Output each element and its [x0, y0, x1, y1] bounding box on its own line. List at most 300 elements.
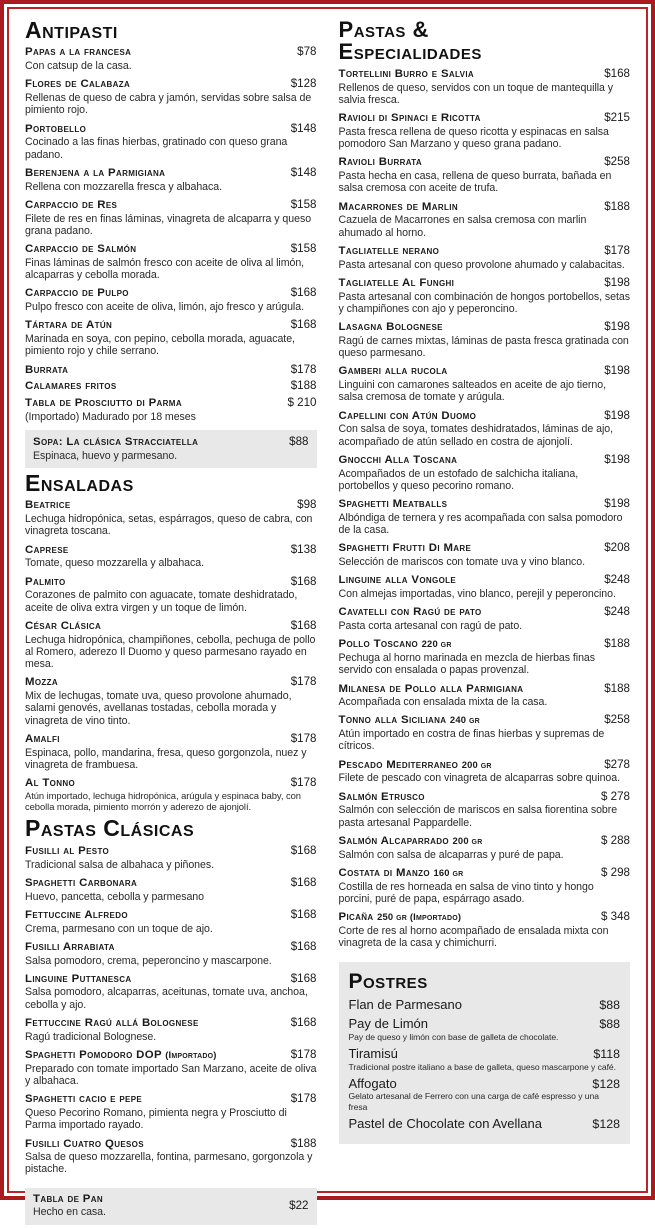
item-description: Con almejas importadas, vino blanco, perejil y peperoncino. [338, 588, 616, 600]
menu-item [339, 453, 631, 492]
item-header-line [339, 605, 631, 620]
menu-item [25, 844, 317, 871]
item-description: Rellenos de queso, servidos con un toque de mantequilla y salvia fresca. [338, 81, 614, 106]
item-description: Ragú tradicional Bolognese. [25, 1030, 157, 1043]
menu-item [339, 790, 631, 829]
item-name: Salmón Etrusco [338, 790, 425, 803]
item-price: $128 [592, 1076, 620, 1091]
item-price: $248 [604, 605, 630, 619]
item-price: $168 [290, 907, 317, 921]
item-price: $178 [290, 362, 317, 376]
item-price: $168 [290, 618, 317, 632]
item-header-line [339, 244, 631, 259]
item-price: $198 [604, 497, 630, 511]
menu-item [25, 198, 317, 237]
item-header-line [349, 1076, 621, 1092]
item-name: Carpaccio de Res [25, 198, 118, 211]
item-header-line [25, 732, 317, 747]
item-price: $198 [604, 452, 630, 466]
item-price: $188 [604, 681, 630, 695]
item-price: $178 [290, 776, 317, 790]
menu-item [25, 1092, 317, 1131]
section-heading: Pastas Clásicas [25, 815, 195, 842]
menu-item [339, 573, 631, 600]
item-name: Beatrice [25, 499, 71, 512]
item-description: Gelato artesanal de Ferrero con una carga de café espresso y una fresa [348, 1091, 599, 1112]
menu-inner [7, 7, 648, 1219]
item-price: $188 [290, 379, 317, 393]
item-description: Salmón con salsa de alcaparras y puré de papa. [338, 848, 564, 861]
item-header-line [25, 396, 317, 411]
item-description: Acompañada con ensalada mixta de la casa. [338, 696, 548, 709]
item-header-line [25, 972, 317, 987]
item-description: Pechuga al horno marinada en mezcla de hierbas finas servido con ensalada o papas provenzal. [338, 651, 596, 677]
item-name: Fettuccine Ragú allá Bolognese [25, 1017, 199, 1030]
item-description: Salmón con selección de mariscos en salsa fiorentina sobre pasta artesanal Pappardelle. [338, 804, 618, 829]
item-header-line [339, 364, 631, 379]
highlight-item [25, 430, 317, 468]
item-description: Preparado con tomate importado San Marzano, aceite de oliva y albahaca. [25, 1062, 317, 1087]
item-header-line [25, 498, 317, 513]
item-header-line [25, 122, 317, 137]
menu-item [25, 776, 317, 812]
item-description: Pulpo fresco con aceite de oliva, limón, ajo fresco y arúgula. [25, 301, 304, 314]
dessert-item [349, 1116, 621, 1132]
item-price: $ 278 [600, 789, 630, 803]
menu-item [339, 713, 631, 752]
item-price: $168 [290, 574, 317, 588]
left-column [17, 15, 323, 1219]
item-header-line [349, 1016, 621, 1032]
menu-item [25, 379, 317, 394]
item-header-line [339, 758, 631, 773]
menu-item [25, 619, 317, 671]
item-price: $118 [593, 1047, 620, 1062]
item-description: Pasta artesanal con combinación de hongos portobellos, setas y champiñones con ajo y peperoncino. [338, 290, 630, 315]
item-description: Ragú de carnes mixtas, láminas de pasta fresca gratinada con queso parmesano. [338, 334, 629, 360]
dessert-item [349, 1076, 621, 1112]
item-description: Cocinado a las finas hierbas, gratinado con queso grana padano. [25, 136, 288, 161]
item-price: $128 [592, 1116, 620, 1131]
menu-item [339, 866, 631, 905]
item-name: Gamberi alla rucola [338, 365, 448, 378]
item-price: $178 [290, 1092, 317, 1106]
item-name-suffix: 200 gr [452, 834, 483, 846]
item-header-line [25, 379, 317, 394]
item-price: $ 298 [600, 865, 630, 879]
item-name: Tártara de Atún [25, 319, 113, 332]
item-price: $168 [290, 318, 317, 332]
item-header-line [339, 276, 631, 291]
right-sections-container [339, 15, 631, 954]
item-price: $22 [289, 1199, 309, 1213]
menu-item [339, 682, 631, 709]
item-header-line [25, 77, 317, 92]
item-name: Gnocchi Alla Toscana [338, 453, 458, 466]
item-name: Costata di Manzo 160 gr [338, 866, 464, 879]
item-description: Linguini con camarones salteados en aceite de ajo tierno, salsa cremosa de tomate y arúgula. [338, 379, 606, 404]
menu-item [25, 242, 317, 281]
item-name: Mozza [25, 676, 59, 689]
item-name: Ravioli di Spinaci e Ricotta [338, 112, 481, 125]
menu-item [25, 543, 317, 570]
item-description: Huevo, pancetta, cebolla y parmesano [25, 890, 204, 903]
item-description: Pasta hecha en casa, rellena de queso burrata, bañada en salsa cremosa con aceite de trufa. [338, 170, 612, 195]
menu-item [339, 244, 631, 271]
item-description: Salsa pomodoro, alcaparras, aceitunas, tomate uva, anchoa, cebolla y ajo. [25, 986, 308, 1011]
item-name: Spaghetti cacio e pepe [25, 1093, 143, 1106]
menu-item [25, 732, 317, 771]
item-description: Acompañados de un estofado de salchicha italiana, portobellos y queso pecorino romano. [338, 467, 579, 492]
menu-item [339, 910, 631, 949]
menu-item [25, 1016, 317, 1043]
item-price: $168 [290, 843, 317, 857]
item-price: $168 [290, 286, 317, 300]
item-price: $ 288 [600, 833, 630, 847]
item-name: Spaghetti Meatballs [338, 498, 448, 511]
item-name: César Clásica [25, 619, 102, 632]
item-name-suffix: (Importado) [165, 1049, 217, 1061]
item-description: (Importado) Madurado por 18 meses [25, 410, 196, 423]
dessert-item [349, 1016, 621, 1042]
item-description: Lechuga hidropónica, champiñones, cebolla, pechuga de pollo al Romero, aderezo Il Duomo y queso parmesano rayado en mesa. [25, 633, 316, 671]
item-price: $258 [604, 713, 630, 727]
item-name: Pollo Toscano 220 gr [338, 638, 452, 651]
item-price: $198 [604, 408, 630, 422]
menu-item [339, 758, 631, 785]
item-price: $188 [604, 637, 630, 651]
item-name-block [33, 1193, 106, 1219]
item-name: Amalfi [25, 732, 60, 745]
item-name: Spaghetti Pomodoro DOP (Importado) [25, 1049, 217, 1062]
item-name: Pastel de Chocolate con Avellana [348, 1115, 542, 1131]
item-description: Queso Pecorino Romano, pimienta negra y Prosciutto di Parma importado rayado. [25, 1106, 287, 1132]
item-price: $88 [599, 1017, 620, 1032]
item-name-suffix: 200 gr [461, 758, 492, 770]
item-header-line [25, 675, 317, 690]
item-description: Rellenas de queso de cabra y jamón, servidas sobre salsa de pimiento rojo. [25, 92, 312, 117]
item-price: $278 [604, 757, 630, 771]
item-price: $148 [290, 121, 317, 135]
item-name: Picaña 250 gr (Importado) [338, 911, 462, 924]
menu-item [25, 77, 317, 116]
item-price: $168 [290, 939, 317, 953]
item-header-line [339, 155, 631, 170]
menu-item [25, 286, 317, 313]
menu-item [339, 276, 631, 315]
item-description: Espinaca, huevo y parmesano. [33, 449, 178, 462]
item-header-line [25, 619, 317, 634]
item-header-line [25, 543, 317, 558]
item-description: Rellena con mozzarella fresca y albahaca. [25, 180, 222, 193]
item-name: Carpaccio de Salmón [25, 243, 137, 256]
item-description: Pasta artesanal con queso provolone ahumado y calabacitas. [338, 258, 625, 271]
item-header-line [25, 198, 317, 213]
item-price: $215 [604, 111, 630, 125]
item-header-line [339, 573, 631, 588]
item-price: $ 348 [600, 910, 630, 924]
item-header-line [25, 575, 317, 590]
item-name: Linguine Puttanesca [25, 972, 132, 985]
item-header-line [339, 866, 631, 881]
item-description: Espinaca, pollo, mandarina, fresa, queso gorgonzola, nuez y vinagreta de frambuesa. [25, 746, 307, 771]
item-name: Tonno alla Siciliana 240 gr [338, 714, 480, 727]
item-header-line [339, 834, 631, 849]
item-name: Fusilli Arrabiata [25, 940, 115, 953]
menu-item [25, 908, 317, 935]
item-description: Crema, parmesano con un toque de ajo. [25, 922, 213, 935]
item-header-line [25, 1048, 317, 1063]
menu-item [25, 1137, 317, 1176]
item-name-suffix: 160 gr [433, 866, 464, 878]
item-header-line [25, 242, 317, 257]
item-name: Pay de Limón [348, 1016, 428, 1032]
item-name: Burrata [25, 363, 69, 376]
item-description: Salsa pomodoro, crema, peperoncino y mascarpone. [25, 954, 272, 967]
section-heading [339, 19, 631, 64]
menu-item [25, 396, 317, 423]
item-description: Filete de res en finas láminas, vinagreta de alcaparra y queso grana padano. [25, 212, 312, 237]
dessert-item [349, 997, 621, 1013]
item-name: Calamares fritos [25, 380, 117, 393]
item-name: Tabla de Pan [33, 1192, 103, 1205]
item-name: Al Tonno [25, 777, 76, 790]
item-name: Linguine alla Vongole [338, 574, 457, 587]
menu-item [25, 575, 317, 614]
menu-item [339, 541, 631, 568]
item-name: Tortellini Burro e Salvia [338, 67, 475, 80]
item-header-line [339, 111, 631, 126]
item-header-line [339, 200, 631, 215]
item-header-line [339, 320, 631, 335]
item-description: Albóndiga de ternera y res acompañada con salsa pomodoro de la casa. [338, 511, 623, 537]
item-description: Lechuga hidropónica, setas, espárragos, queso de cabra, con vinagreta toscana. [25, 513, 313, 538]
item-header-line [339, 637, 631, 652]
item-header-line [339, 409, 631, 424]
item-header-line [25, 876, 317, 891]
section-heading: Postres [348, 970, 428, 994]
item-name: Flores de Calabaza [25, 78, 131, 91]
item-name: Pescado Mediterraneo 200 gr [338, 758, 492, 771]
item-name: Spaghetti Frutti Di Mare [338, 542, 472, 555]
item-price: $98 [297, 498, 317, 512]
section-heading: Antipasti [25, 17, 118, 43]
item-price: $158 [290, 242, 317, 256]
item-header-line [349, 1046, 621, 1062]
left-sections-container [25, 15, 317, 1181]
item-header-line [339, 67, 631, 82]
highlight-item [25, 1188, 317, 1225]
item-name: Ravioli Burrata [338, 156, 423, 169]
item-header-line [25, 166, 317, 181]
item-description: Finas láminas de salmón fresco con aceite de oliva al limón, alcaparras y cebolla morada. [25, 256, 305, 282]
item-description: Corazones de palmito con aguacate, tomate deshidratado, aceite de oliva extra virgen y un toque de limón. [25, 589, 298, 614]
item-price: $88 [599, 997, 620, 1012]
item-price: $178 [290, 1048, 317, 1062]
desserts-section [339, 954, 631, 1144]
item-price: $128 [290, 77, 317, 91]
menu-item [33, 435, 309, 462]
item-name: Papas a la francesa [25, 46, 132, 59]
item-header-line [25, 940, 317, 955]
item-name: Tagliatelle Al Funghi [338, 276, 455, 289]
menu-item [25, 45, 317, 72]
menu-item [25, 1048, 317, 1087]
menu-item [25, 940, 317, 967]
item-header-line [339, 790, 631, 805]
item-name: Fettuccine Alfredo [25, 908, 128, 921]
item-price: $158 [290, 197, 317, 211]
menu-item [339, 834, 631, 861]
item-price: $178 [290, 675, 317, 689]
menu-item [339, 111, 631, 150]
item-price: $178 [604, 243, 630, 257]
item-price: $88 [289, 434, 309, 448]
item-header-line [339, 910, 631, 925]
item-name: Carpaccio de Pulpo [25, 287, 129, 300]
menu-item [339, 637, 631, 676]
item-name: Capellini con Atún Duomo [338, 409, 477, 422]
item-description: Atún importado, lechuga hidropónica, arúgula y espinaca baby, con cebolla morada, pimiento morrón y aderezo de ajonjolí. [25, 789, 301, 812]
item-name: Caprese [25, 543, 69, 556]
item-description: Mix de lechugas, tomate uva, queso provolone ahumado, salami genovés, avellanas tostadas, cebolla morada y vinagreta de vino tinto. [25, 690, 292, 727]
item-description: Pasta fresca rellena de queso ricotta y espinacas en salsa pomodoro San Marzano y queso grana padano. [338, 125, 609, 151]
menu-item [25, 166, 317, 193]
item-description: Con catsup de la casa. [25, 60, 132, 73]
item-name-suffix: 240 gr [449, 714, 480, 726]
item-price: $138 [290, 542, 317, 556]
item-price: $208 [604, 541, 630, 555]
item-description: Tradicional postre italiano a base de galleta, queso mascarpone y café. [348, 1061, 616, 1072]
menu-item [339, 605, 631, 632]
menu-item [339, 364, 631, 403]
item-name-suffix: 250 gr (Importado) [377, 911, 462, 923]
item-header-line [25, 1016, 317, 1031]
item-description: Hecho en casa. [33, 1206, 106, 1219]
item-description: Corte de res al horno acompañado de ensalada mixta con vinagreta de la casa y chimichurri. [338, 924, 609, 950]
item-description: Selección de mariscos con tomate uva y vino blanco. [338, 556, 586, 569]
item-description: Tradicional salsa de albahaca y piñones. [25, 858, 215, 871]
item-header-line [25, 776, 317, 791]
item-price: $148 [290, 165, 317, 179]
item-description: Filete de pescado con vinagreta de alcaparras sobre quinoa. [338, 772, 620, 785]
item-description: Atún importado en costra de finas hierbas y supremas de cítricos. [338, 728, 605, 753]
item-price: $ 210 [287, 395, 317, 409]
item-description: Cazuela de Macarrones en salsa cremosa con marlin ahumado al horno. [338, 214, 587, 239]
item-header-line [339, 713, 631, 728]
menu-item [33, 1193, 309, 1219]
item-header-line [349, 997, 621, 1013]
item-header-line [25, 1092, 317, 1107]
menu-item [339, 320, 631, 359]
item-price: $168 [290, 875, 317, 889]
item-name: Macarrones de Marlin [338, 200, 458, 213]
item-price: $258 [604, 155, 630, 169]
item-header-line [33, 1193, 309, 1219]
section-heading-line1: Pastas & [338, 17, 429, 42]
item-header-line [25, 286, 317, 301]
item-header-line [25, 318, 317, 333]
item-name: Cavatelli con Ragú de pato [338, 606, 482, 619]
item-header-line [339, 453, 631, 468]
menu-item [339, 497, 631, 536]
menu-item [339, 409, 631, 448]
menu-item [339, 155, 631, 194]
menu-item [25, 363, 317, 378]
item-name: Tabla de Prosciutto di Parma [25, 396, 182, 409]
item-price: $188 [604, 199, 630, 213]
item-price: $178 [290, 731, 317, 745]
item-header-line [25, 363, 317, 378]
item-header-line [339, 682, 631, 697]
item-name: Fusilli al Pesto [25, 844, 110, 857]
item-header-line [25, 1137, 317, 1152]
item-price: $188 [290, 1136, 317, 1150]
item-price: $198 [604, 364, 630, 378]
bread-board-highlight [25, 1181, 317, 1229]
item-header-line [25, 45, 317, 60]
item-name: Tiramisú [348, 1046, 398, 1062]
item-name: Affogato [348, 1075, 397, 1091]
item-name: Portobello [25, 122, 87, 135]
item-price: $248 [604, 573, 630, 587]
item-name: Spaghetti Carbonara [25, 876, 138, 889]
item-price: $168 [290, 1016, 317, 1030]
section-heading-line2: Especialidades [338, 39, 482, 65]
menu-item [25, 972, 317, 1011]
menu-item [339, 67, 631, 106]
item-description: Marinada en soya, con pepino, cebolla morada, aguacate, pimiento rojo y chile serrano. [25, 333, 295, 358]
item-price: $168 [604, 66, 630, 80]
item-name: Milanesa de Pollo alla Parmigiana [338, 682, 524, 695]
item-name: Palmito [25, 575, 66, 588]
item-name-suffix: 220 gr [421, 638, 452, 650]
item-name: Flan de Parmesano [348, 996, 462, 1012]
section-heading: Ensaladas [25, 469, 134, 496]
item-description: Salsa de queso mozzarella, fontina, parmesano, gorgonzola y pistache. [25, 1151, 313, 1176]
menu-item [25, 675, 317, 727]
menu-item [25, 318, 317, 357]
item-name: Lasagna Bolognese [338, 321, 443, 334]
desserts-box [339, 962, 631, 1144]
item-price: $168 [290, 971, 317, 985]
item-description: Pasta corta artesanal con ragú de pato. [338, 619, 523, 632]
item-header-line [339, 497, 631, 512]
item-price: $198 [604, 320, 630, 334]
item-header-line [25, 844, 317, 859]
item-header-line [339, 541, 631, 556]
right-column [333, 15, 639, 1185]
item-name: Fusilli Cuatro Quesos [25, 1137, 144, 1150]
item-header-line [349, 1116, 621, 1132]
menu-item [25, 498, 317, 537]
menu-item [339, 200, 631, 239]
item-name: Berenjena a la Parmigiana [25, 166, 166, 179]
item-header-line [33, 435, 309, 450]
item-name: Tagliatelle nerano [338, 244, 440, 257]
item-price: $78 [297, 45, 317, 59]
item-description: Costilla de res horneada en salsa de vino tinto y hongo porcini, puré de papa, espárrago asado. [338, 880, 594, 905]
item-description: Pay de queso y limón con base de galleta de chocolate. [348, 1032, 559, 1042]
menu-item [25, 876, 317, 903]
menu-item [25, 122, 317, 161]
item-description: Con salsa de soya, tomates deshidratados, láminas de ajo, acompañado de atún sellado en costra de ajonjolí. [338, 423, 614, 448]
item-price: $198 [604, 275, 630, 289]
item-name: Sopa: La clásica Stracciatella [33, 435, 199, 448]
item-description: Tomate, queso mozzarella y albahaca. [25, 557, 204, 570]
item-header-line [25, 908, 317, 923]
dessert-item [349, 1046, 621, 1072]
